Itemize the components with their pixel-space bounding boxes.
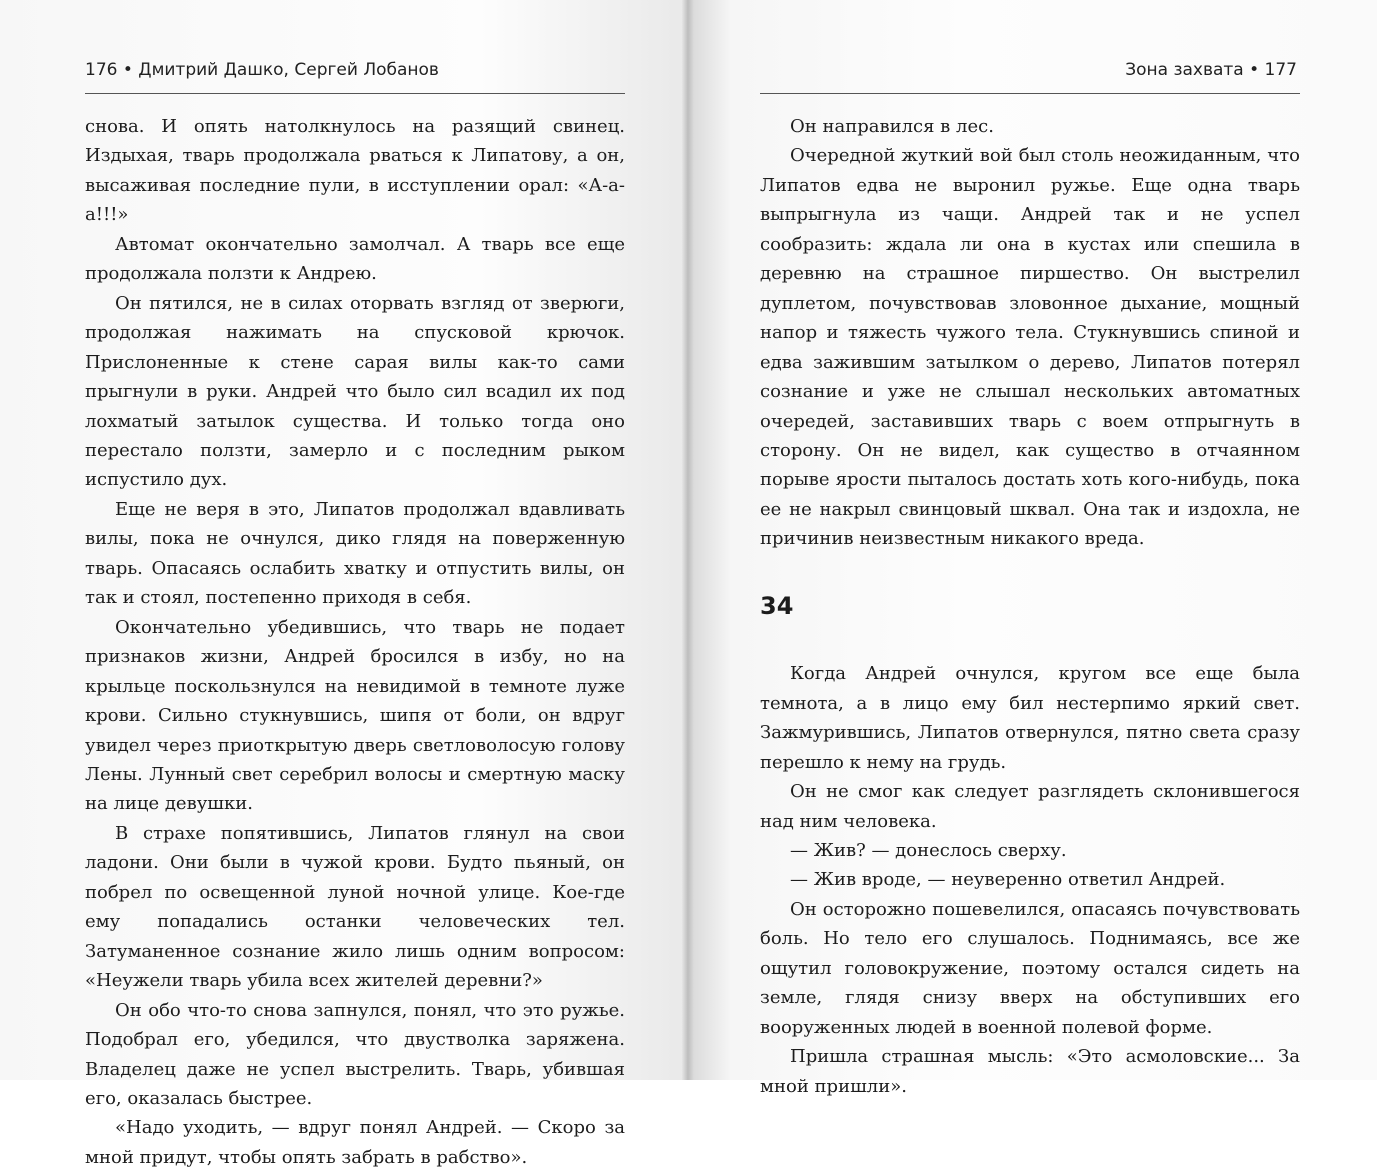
- paragraph: «Надо уходить, — вдруг понял Андрей. — Скоро за мной придут, чтобы опять забрать в рабство».: [85, 1117, 625, 1168]
- paragraph: Он не смог как следует разглядеть склонившегося над ним человека.: [760, 781, 1300, 832]
- paragraph: В страхе попятившись, Липатов глянул на свои ладони. Они были в чужой крови. Будто пьяный, он побрел по освещенной луной ночной улице. Кое-где ему попадались останки человеческих тел. Затуманенное сознание жило лишь одним вопросом: «Неужели тварь убила всех жителей деревни?»: [85, 822, 625, 992]
- right-header-rule: [760, 93, 1300, 94]
- paragraph: Окончательно убедившись, что тварь не подает признаков жизни, Андрей бросился в избу, но на крыльце поскользнулся на невидимой в темноте луже крови. Сильно стукнувшись, шипя от боли, он вдруг увидел через приоткрытую дверь светловолосую голову Лены. Лунный свет серебрил волосы и смертную маску на лице девушки.: [85, 616, 625, 815]
- left-header-rule: [85, 93, 625, 94]
- paragraph: Автомат окончательно замолчал. А тварь все еще продолжала ползти к Андрею.: [85, 233, 625, 285]
- paragraph: Еще не веря в это, Липатов продолжал вдавливать вилы, пока не очнулся, дико глядя на поверженную тварь. Опасаясь ослабить хватку и отпустить вилы, он так и стоял, постепенно приходя в себя.: [85, 498, 625, 609]
- paragraph: Он направился в лес.: [790, 116, 994, 137]
- paragraph: Очередной жуткий вой был столь неожиданным, что Липатов едва не выронил ружье. Еще одна тварь выпрыгнула из чащи. Андрей так и не успел сообразить: ждала ли она в кустах или спешила в деревню на страшное пиршество. Он выстрелил дуплетом, почувствовав зловонное дыхание, мощный напор и тяжесть чужого тела. Стукнувшись спиной и едва зажившим затылком о дерево, Липатов потерял сознание и уже не слышал нескольких автоматных очередей, заставивших тварь с воем отпрыгнуть в сторону. Он не видел, как существо в отчаянном порыве ярости пыталось достать хоть кого-нибудь, пока ее не накрыл свинцовый шквал. Она так и издохла, не причинив неизвестным никакого вреда.: [760, 145, 1300, 550]
- right-page-header: Зона захвата • 177: [1125, 60, 1297, 80]
- dialogue-line: — Жив? — донеслось сверху.: [790, 839, 1067, 861]
- paragraph: Он осторожно пошевелился, опасаясь почувствовать боль. Но тело его слушалось. Поднимаясь, все же ощутил головокружение, поэтому остался сидеть на земле, глядя снизу вверх на обступивших его вооруженных людей в военной полевой форме.: [760, 898, 1300, 1038]
- paragraph: Он пятился, не в силах оторвать взгляд от зверюги, продолжая нажимать на спусковой крючок. Прислоненные к стене сарая вилы как-то сами прыгнули в руки. Андрей что было сил всадил их под лохматый затылок существа. И только тогда оно перестало ползти, замерло и с последним рыком испустило дух.: [85, 292, 625, 491]
- right-page-body: [760, 112, 1300, 1101]
- left-page-body: [85, 112, 625, 1172]
- left-page-header: 176 • Дмитрий Дашко, Сергей Лобанов: [85, 60, 439, 80]
- dialogue-line: — Жив вроде, — неуверенно ответил Андрей.: [790, 869, 1226, 891]
- paragraph: Он обо что-то снова запнулся, понял, что это ружье. Подобрал его, убедился, что двустволка заряжена. Владелец даже не успел выстрелить. Тварь, убившая его, оказалась быстрее.: [85, 999, 625, 1109]
- paragraph: Пришла страшная мысль: «Это асмоловские... За мной пришли».: [760, 1046, 1300, 1097]
- paragraph: Когда Андрей очнулся, кругом все еще была темнота, а в лицо ему бил нестерпимо яркий свет. Зажмурившись, Липатов отвернулся, пятно света сразу перешло к нему на грудь.: [760, 663, 1300, 773]
- paragraph: снова. И опять натолкнулось на разящий свинец. Издыхая, тварь продолжала рваться к Липатову, а он, высаживая последние пули, в исступлении орал: «А-а-а!!!»: [85, 116, 625, 226]
- chapter-number: 34: [760, 591, 794, 620]
- book-gutter: [682, 0, 694, 1080]
